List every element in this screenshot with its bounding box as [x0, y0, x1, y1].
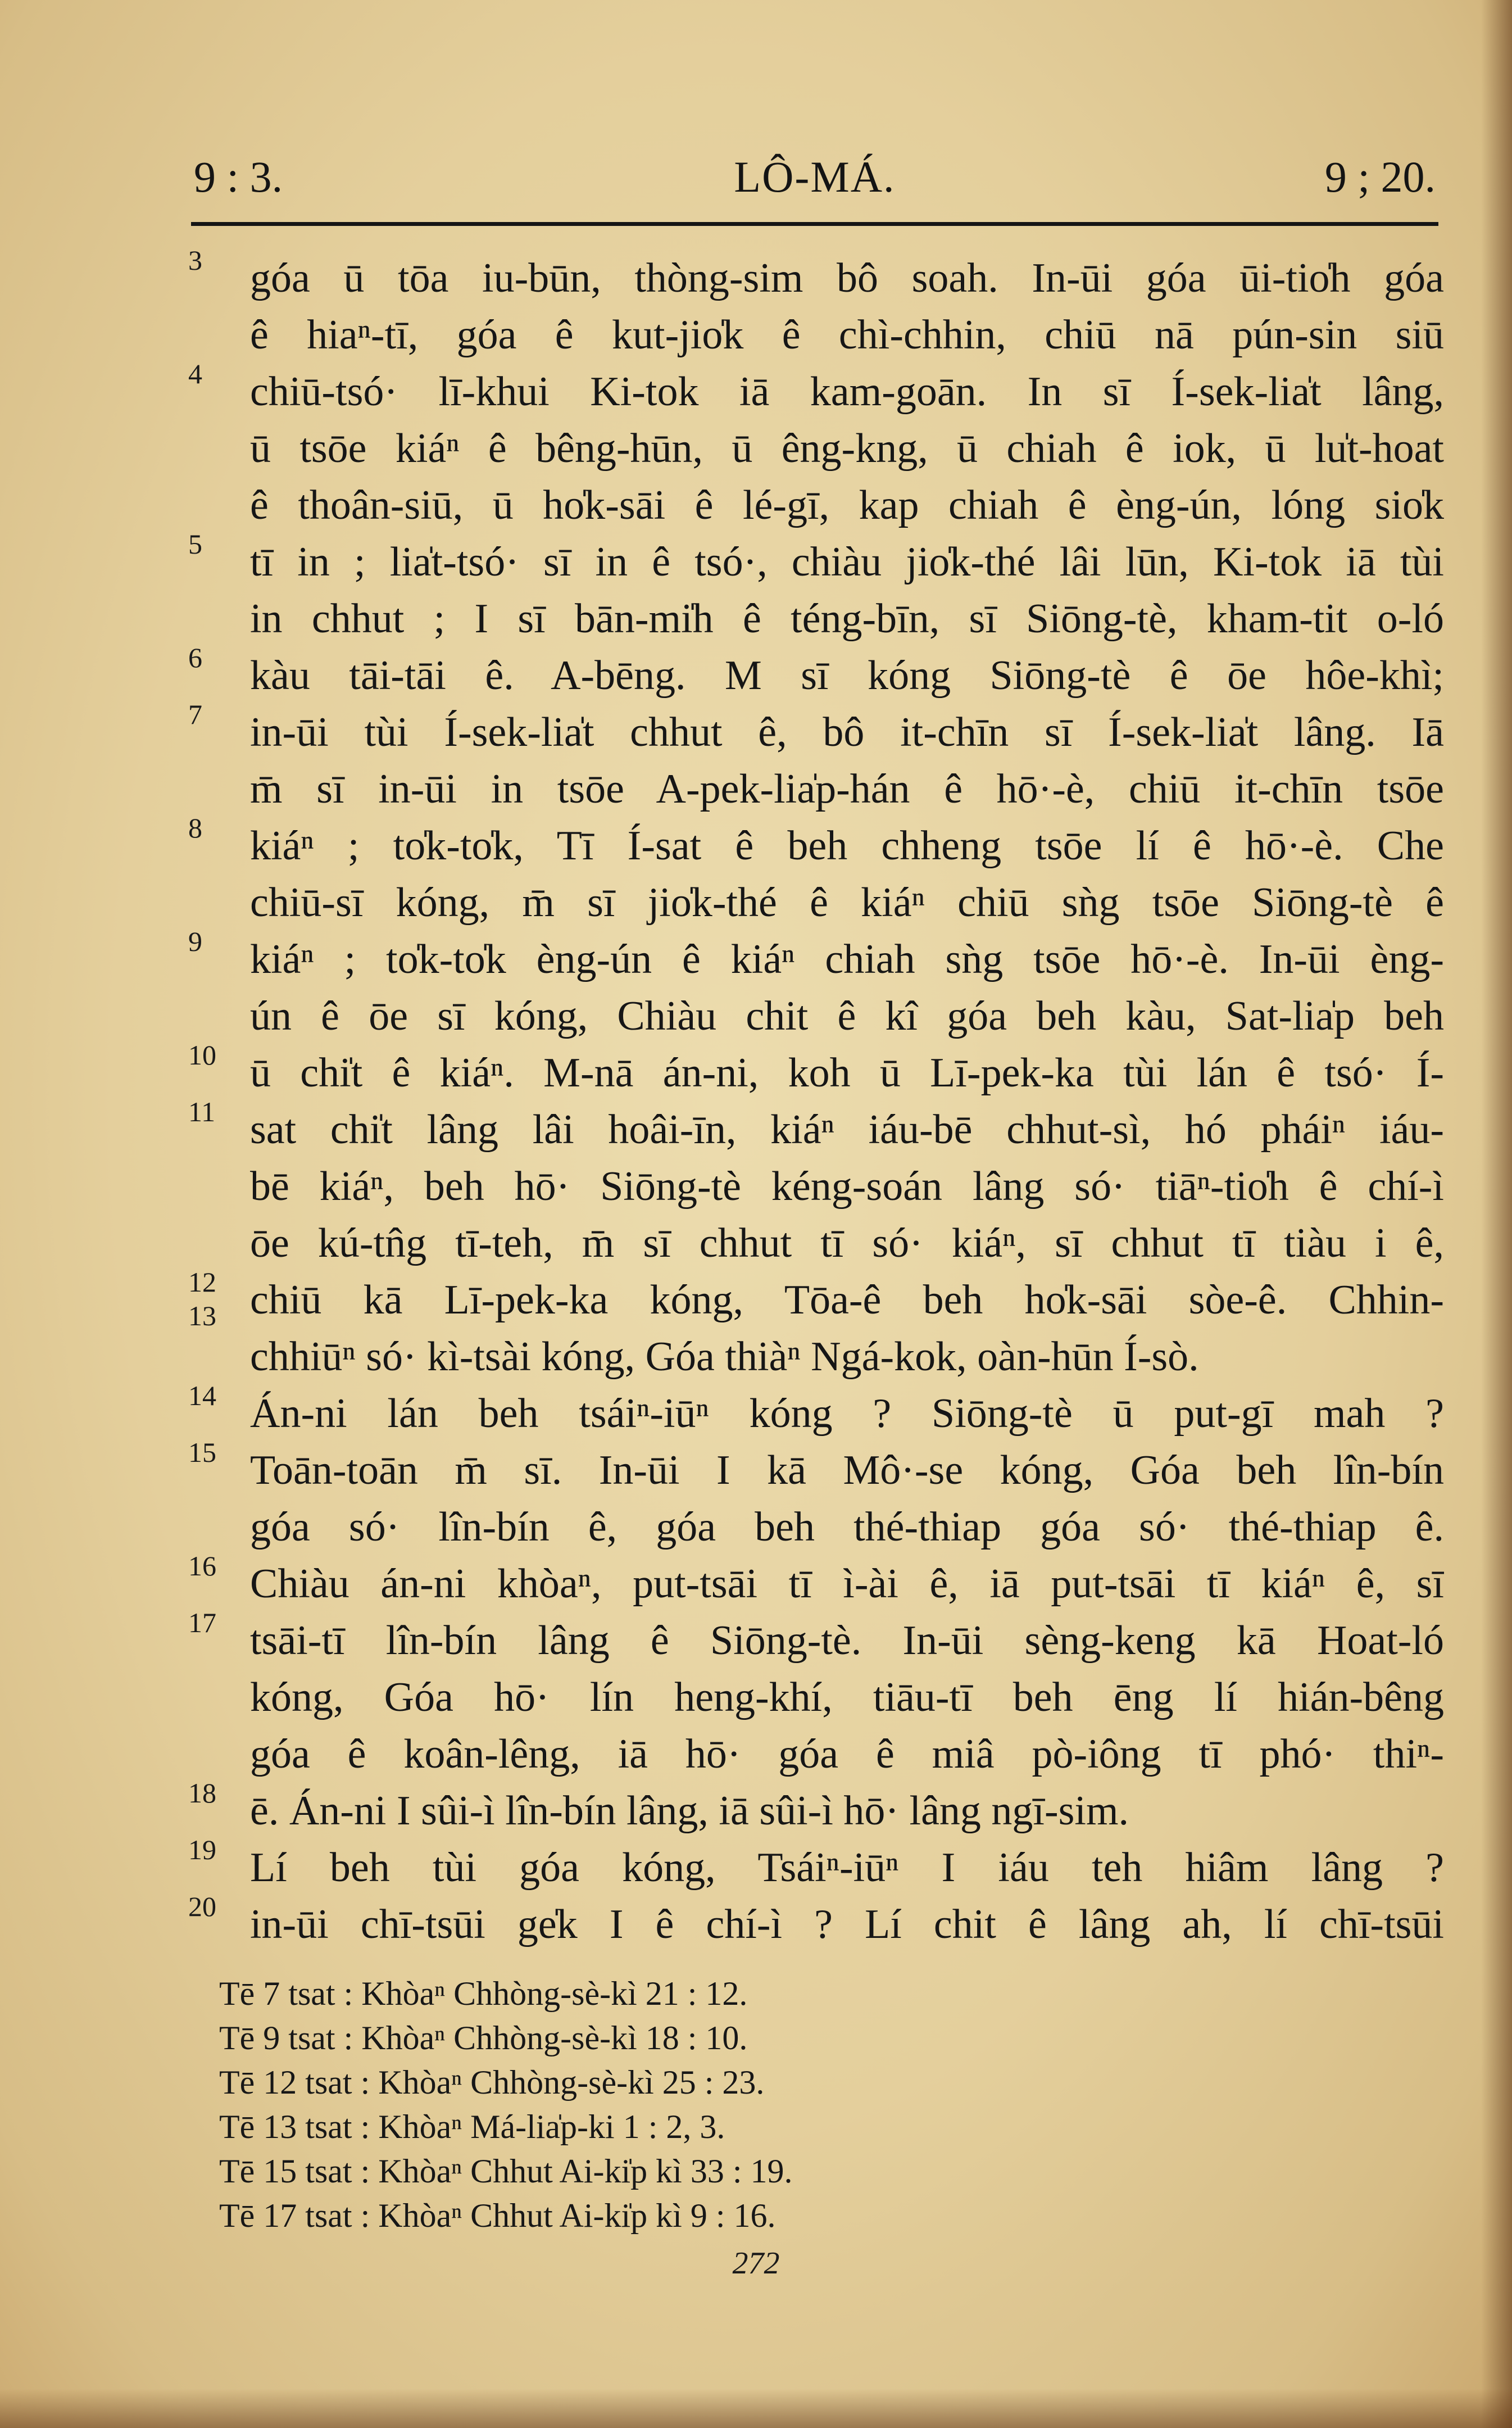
text-line [188, 1777, 1447, 1840]
verse-number: 13 [188, 1300, 216, 1331]
footnote: Tē 9 tsat : Khòaⁿ Chhòng-sè-kì 18 : 10. [219, 2019, 748, 2056]
verse-numbers [188, 1549, 239, 1583]
verse-numbers [188, 697, 239, 731]
verse-line-text: in-ūi chī-tsūi ge̍k I ê chí-ì ? Lí chit ê lâng ah, lí chī-tsūi [250, 1901, 1444, 1947]
verse-number: 9 [188, 926, 202, 957]
text-line [188, 1266, 1447, 1331]
text-line [188, 1550, 1447, 1612]
verse-numbers [188, 243, 239, 277]
text-line [188, 988, 1447, 1045]
text-line [188, 1096, 1447, 1158]
verse-number: 7 [188, 699, 202, 730]
verse-number: 18 [188, 1777, 216, 1809]
verse-number: 3 [188, 244, 202, 276]
verse-text-block [188, 244, 1447, 1953]
verse-numbers [188, 811, 239, 845]
text-line [188, 1039, 1447, 1102]
running-header [194, 152, 1436, 214]
verse-numbers [188, 1379, 239, 1412]
header-rule [191, 222, 1438, 226]
footnote: Tē 12 tsat : Khòaⁿ Chhòng-sè-kì 25 : 23. [219, 2064, 765, 2101]
header-book-title: LÔ-MÁ. [734, 152, 896, 201]
footnote: Tē 17 tsat : Khòaⁿ Chhut Ai-ki̍p kì 9 : 16. [219, 2197, 776, 2234]
verse-numbers [188, 1606, 239, 1639]
verse-line-text: ē. Án-ni I sûi-ì lîn-bín lâng, iā sûi-ì hō· lâng ngī-sim. [250, 1788, 1129, 1834]
text-line [188, 420, 1447, 477]
text-line [188, 1437, 1447, 1499]
verse-numbers [188, 1776, 239, 1810]
text-line [188, 1499, 1447, 1556]
header-end-reference: 9 ; 20. [1324, 152, 1436, 201]
verse-line-text: ê thoân-siū, ū ho̍k-sāi ê lé-gī, kap chiah ê èng-ún, lóng sio̍k [250, 482, 1444, 528]
verse-line-text: kiáⁿ ; to̍k-to̍k èng-ún ê kiáⁿ chiah sǹg tsōe hō·-è. In-ūi èng- [250, 936, 1444, 982]
verse-number: 19 [188, 1834, 216, 1865]
verse-line-text: góa ū tōa iu-būn, thòng-sim bô soah. In-ūi góa ūi-tio̍h góa [250, 255, 1444, 301]
verse-numbers [188, 1833, 239, 1867]
text-line [188, 1380, 1447, 1442]
verse-numbers [188, 1890, 239, 1923]
verse-number: 10 [188, 1039, 216, 1071]
verse-line-text: góa só· lîn-bín ê, góa beh thé-thiap góa só· thé-thiap ê. [250, 1504, 1444, 1550]
verse-line-text: bē kiáⁿ, beh hō· Siōng-tè kéng-soán lâng só· tiāⁿ-tio̍h ê chí-ì [250, 1163, 1444, 1210]
text-line [188, 875, 1447, 931]
verse-line-text: tsāi-tī lîn-bín lâng ê Siōng-tè. In-ūi sèng-keng kā Hoat-ló [250, 1618, 1444, 1664]
text-line [188, 1834, 1447, 1896]
text-line [188, 1329, 1447, 1385]
verse-line-text: góa ê koân-lêng, iā hō· góa ê miâ pò-iông tī phó· thiⁿ- [250, 1731, 1444, 1777]
verse-number: 14 [188, 1380, 216, 1411]
page-number: 272 [732, 2246, 780, 2281]
verse-number: 12 [188, 1266, 216, 1298]
verse-line-text: in chhut ; I sī bān-mi̍h ê téng-bīn, sī Siōng-tè, kham-tit o-ló [250, 596, 1444, 642]
text-line [188, 1891, 1447, 1953]
verse-number: 15 [188, 1437, 216, 1468]
verse-line-text: Lí beh tùi góa kóng, Tsáiⁿ-iūⁿ I iáu teh hiâm lâng ? [250, 1845, 1444, 1891]
text-line [188, 1158, 1447, 1215]
verse-numbers [188, 1435, 239, 1469]
text-line [188, 477, 1447, 534]
text-line [188, 307, 1447, 364]
verse-numbers [188, 641, 239, 674]
verse-numbers [188, 357, 239, 391]
verse-line-text: chiū-tsó· lī-khui Ki-tok iā kam-goān. In sī Í-sek-lia̍t lâng, [250, 369, 1444, 415]
text-line [188, 358, 1447, 420]
verse-line-text: Toān-toān m̄ sī. In-ūi I kā Mô·-se kóng, Góa beh lîn-bín [250, 1447, 1444, 1493]
footnote: Tē 13 tsat : Khòaⁿ Má-lia̍p-ki 1 : 2, 3. [219, 2108, 725, 2145]
verse-line-text: chiū-sī kóng, m̄ sī jio̍k-thé ê kiáⁿ chiū sǹg tsōe Siōng-tè ê [250, 880, 1444, 926]
verse-number: 4 [188, 358, 202, 389]
text-line [188, 812, 1447, 875]
text-line [188, 1607, 1447, 1669]
verse-line-text: kóng, Góa hō· lín heng-khí, tiāu-tī beh ēng lí hián-bêng [250, 1674, 1444, 1720]
text-line [188, 591, 1447, 647]
verse-number: 5 [188, 528, 202, 560]
footnote: Tē 7 tsat : Khòaⁿ Chhòng-sè-kì 21 : 12. [219, 1975, 748, 2012]
verse-line-text: m̄ sī in-ūi in tsōe A-pek-lia̍p-hán ê hō·-è, chiū it-chīn tsōe [250, 766, 1444, 812]
verse-number: 6 [188, 642, 202, 673]
verse-line-text: ê hiaⁿ-tī, góa ê kut-jio̍k ê chì-chhin, chiū nā pún-sin siū [250, 312, 1444, 358]
verse-number: 20 [188, 1891, 216, 1922]
text-line [188, 528, 1447, 591]
verse-number: 16 [188, 1550, 216, 1582]
text-line [188, 1215, 1447, 1272]
verse-line-text: Chiàu án-ni khòaⁿ, put-tsāi tī ì-ài ê, iā put-tsāi tī kiáⁿ ê, sī [250, 1561, 1444, 1607]
verse-number: 17 [188, 1607, 216, 1638]
verse-line-text: kiáⁿ ; to̍k-to̍k, Tī Í-sat ê beh chheng tsōe lí ê hō·-è. Che [250, 823, 1444, 869]
verse-number: 8 [188, 812, 202, 844]
verse-line-text: ún ê ōe sī kóng, Chiàu chit ê kî góa beh kàu, Sat-lia̍p beh [250, 993, 1444, 1039]
verse-line-text: chhiūⁿ só· kì-tsài kóng, Góa thiàⁿ Ngá-kok, oàn-hūn Í-sò. [250, 1334, 1199, 1380]
verse-numbers [188, 1265, 239, 1333]
verse-line-text: sat chi̍t lâng lâi hoâi-īn, kiáⁿ iáu-bē chhut-sì, hó pháiⁿ iáu- [250, 1107, 1444, 1153]
verse-line-text: ōe kú-tn̂g tī-teh, m̄ sī chhut tī só· kiáⁿ, sī chhut tī tiàu i ê, [250, 1220, 1444, 1266]
text-line [188, 699, 1447, 761]
text-line [188, 761, 1447, 818]
footnote-block [219, 1972, 1287, 2238]
verse-line-text: ū chi̍t ê kiáⁿ. M-nā án-ni, koh ū Lī-pek-ka tùi lán ê tsó· Í- [250, 1050, 1444, 1096]
footnote: Tē 15 tsat : Khòaⁿ Chhut Ai-ki̍p kì 33 : 19. [219, 2153, 793, 2190]
verse-numbers [188, 925, 239, 958]
text-line [188, 1726, 1447, 1783]
text-line [188, 642, 1447, 704]
verse-line-text: in-ūi tùi Í-sek-lia̍t chhut ê, bô it-chīn sī Í-sek-lia̍t lâng. Iā [250, 709, 1444, 755]
verse-line-text: ū tsōe kiáⁿ ê bêng-hūn, ū êng-kng, ū chiah ê iok, ū lu̍t-hoat [250, 425, 1444, 472]
verse-line-text: kàu tāi-tāi ê. A-bēng. M sī kóng Siōng-tè ê ōe hôe-khì; [250, 653, 1444, 699]
verse-number: 11 [188, 1096, 216, 1127]
text-line [188, 1669, 1447, 1726]
verse-line-text: chiū kā Lī-pek-ka kóng, Tōa-ê beh ho̍k-sāi sòe-ê. Chhin- [250, 1277, 1444, 1323]
header-start-reference: 9 : 3. [194, 152, 283, 201]
text-line [188, 926, 1447, 988]
verse-numbers [188, 1038, 239, 1072]
verse-line-text: tī in ; lia̍t-tsó· sī in ê tsó·, chiàu jio̍k-thé lâi lūn, Ki-tok iā tùi [250, 539, 1444, 585]
verse-line-text: Án-ni lán beh tsáiⁿ-iūⁿ kóng ? Siōng-tè ū put-gī mah ? [250, 1390, 1444, 1437]
text-line [188, 244, 1447, 307]
verse-numbers [188, 1095, 239, 1129]
verse-numbers [188, 527, 239, 561]
